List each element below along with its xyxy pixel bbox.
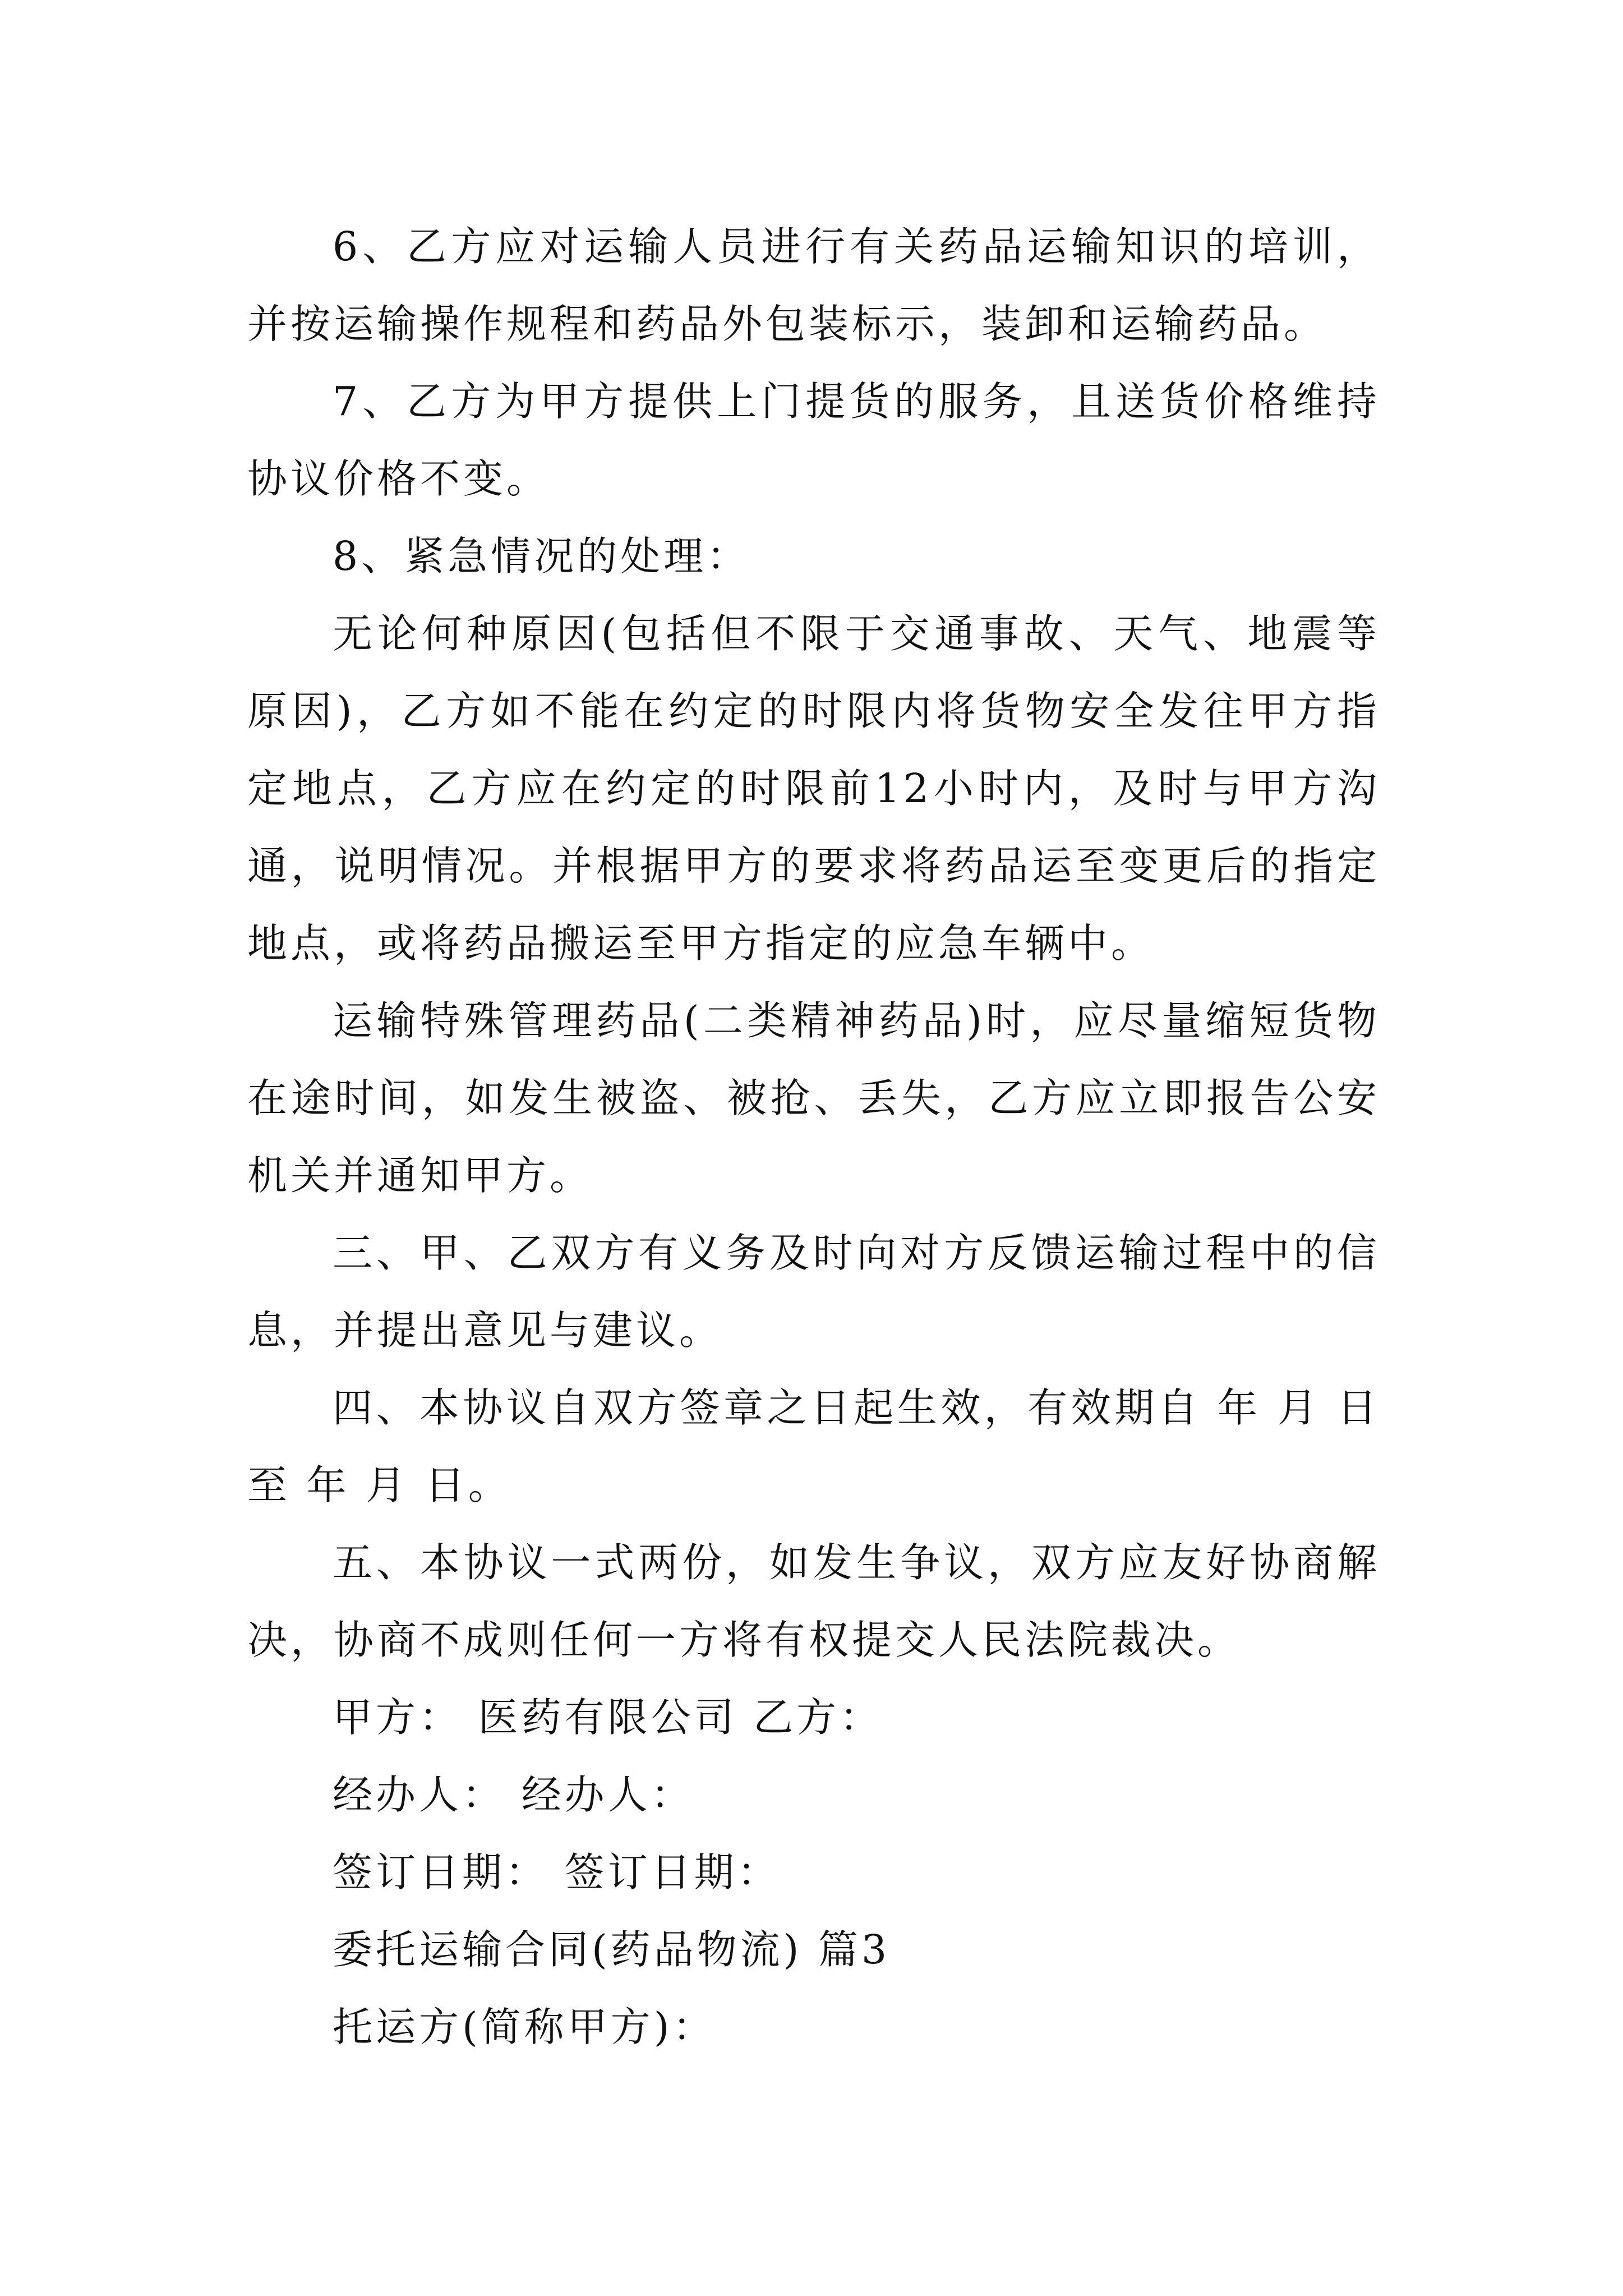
clause-6-paragraph: 6、乙方应对运输人员进行有关药品运输知识的培训，并按运输操作规程和药品外包装标示，装卸和运输药品。 [247, 223, 1380, 347]
document-body [247, 208, 1380, 2066]
section-3-paragraph: 三、甲、乙双方有义务及时向对方反馈运输过程中的信息，并提出意见与建议。 [247, 1230, 1380, 1354]
emergency-paragraph: 无论何种原因(包括但不限于交通事故、天气、地震等原因)，乙方如不能在约定的时限内将货物安全发往甲方指定地点，乙方应在约定的时限前12小时内，及时与甲方沟通，说明情况。并根据甲方的要求将药品运至变更后的指定地点，或将药品搬运至甲方指定的应急车辆中。 [247, 610, 1380, 967]
clause-8-heading: 8、紧急情况的处理： [333, 533, 750, 579]
contract-title: 委托运输合同(药品物流) 篇3 [333, 1926, 891, 1973]
handler-signature-line: 经办人： 经办人： [333, 1772, 694, 1818]
party-signature-line: 甲方： 医药有限公司 乙方： [333, 1694, 883, 1741]
special-drugs-paragraph: 运输特殊管理药品(二类精神药品)时，应尽量缩短货物在途时间，如发生被盗、被抢、丢失，乙方应立即报告公安机关并通知甲方。 [247, 997, 1380, 1199]
section-4-paragraph: 四、本协议自双方签章之日起生效，有效期自 年 月 日至 年 月 日。 [247, 1384, 1380, 1508]
shipper-line: 托运方(简称甲方)： [333, 2004, 716, 2050]
section-5-paragraph: 五、本协议一式两份，如发生争议，双方应友好协商解决，协商不成则任何一方将有权提交人民法院裁决。 [247, 1539, 1380, 1663]
clause-7-paragraph: 7、乙方为甲方提供上门提货的服务，且送货价格维持协议价格不变。 [247, 378, 1380, 502]
signing-date-line: 签订日期： 签订日期： [333, 1849, 781, 1895]
